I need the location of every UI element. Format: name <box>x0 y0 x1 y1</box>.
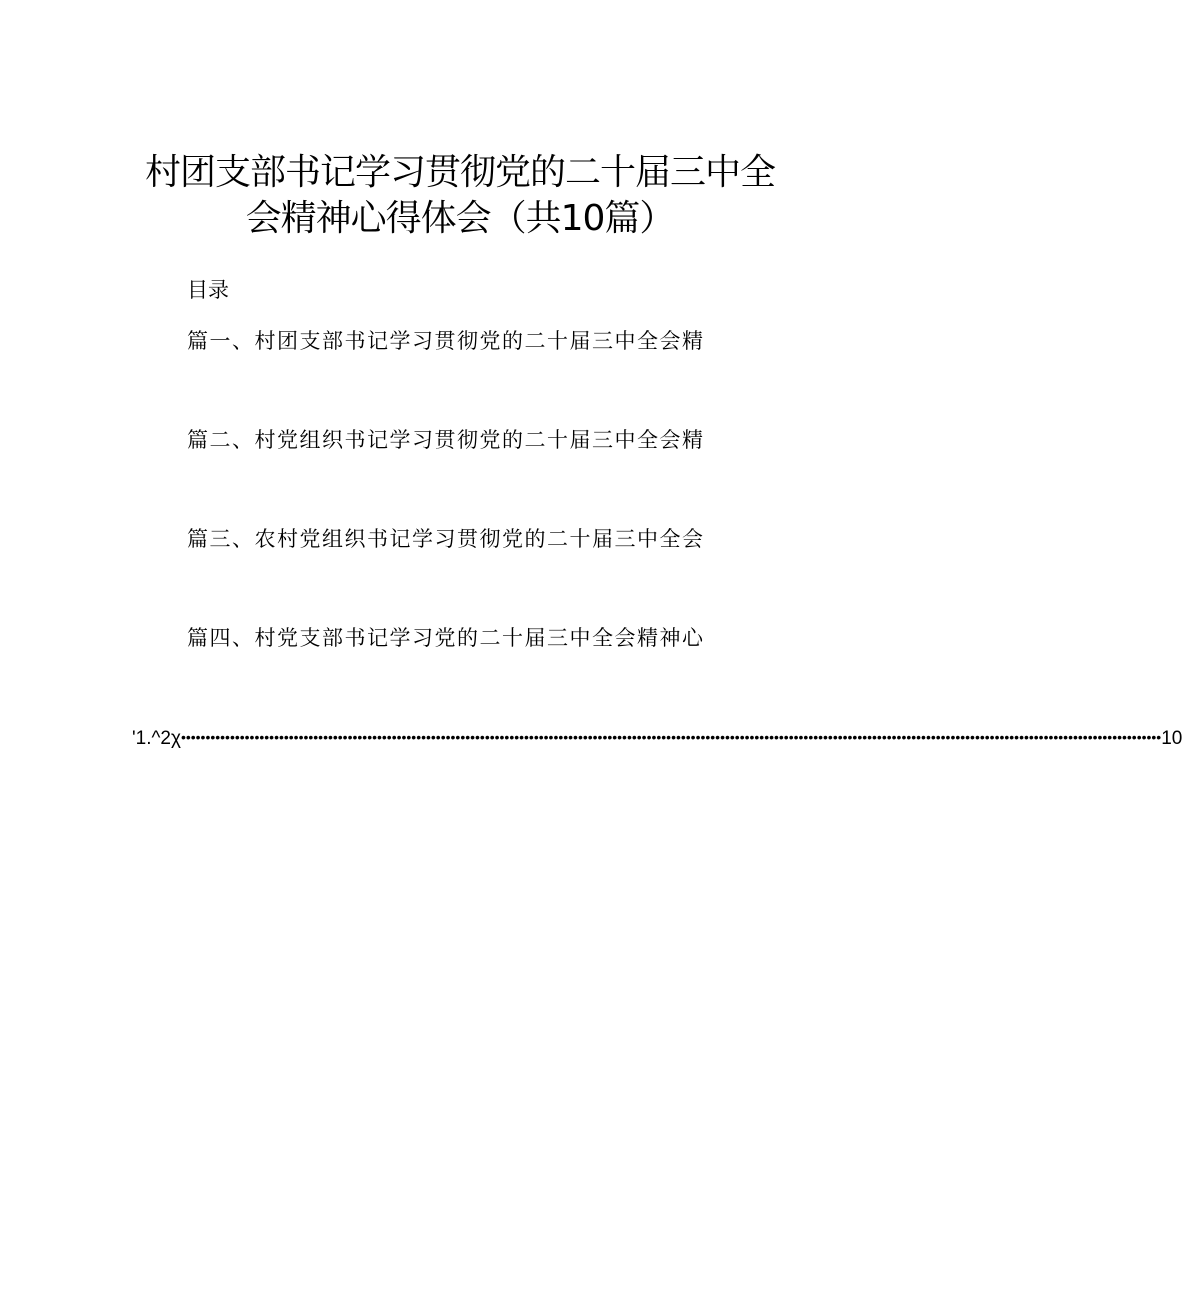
toc-item[interactable]: 篇四、村党支部书记学习党的二十届三中全会精神心 <box>187 626 705 650</box>
toc-item[interactable]: 篇一、村团支部书记学习贯彻党的二十届三中全会精 <box>187 329 705 353</box>
toc-item[interactable]: 篇三、农村党组织书记学习贯彻党的二十届三中全会 <box>187 527 705 551</box>
toc-item[interactable]: 篇二、村党组织书记学习贯彻党的二十届三中全会精 <box>187 428 705 452</box>
document-title-line-1: 村团支部书记学习贯彻党的二十届三中全 <box>144 152 775 193</box>
toc-leader-entry[interactable] <box>132 728 1182 753</box>
document-title-line-2: 会精神心得体会（共10篇） <box>245 198 675 239</box>
toc-leader-page-number: 10 <box>1161 728 1182 749</box>
toc-leader-label: '1.^2χ <box>132 728 181 749</box>
toc-leader-dots: •••••••••••••••••••••••••••••••••••••••••••••••••••••••••••••••••••••••••••••••••••••••••••••••••••••••••••••••••••••••••••••••••••••••••••••••••••••••••••••••••••••••••••••••••••••••••••••••••••••••• <box>180 729 1162 745</box>
toc-heading: 目录 <box>187 278 229 302</box>
